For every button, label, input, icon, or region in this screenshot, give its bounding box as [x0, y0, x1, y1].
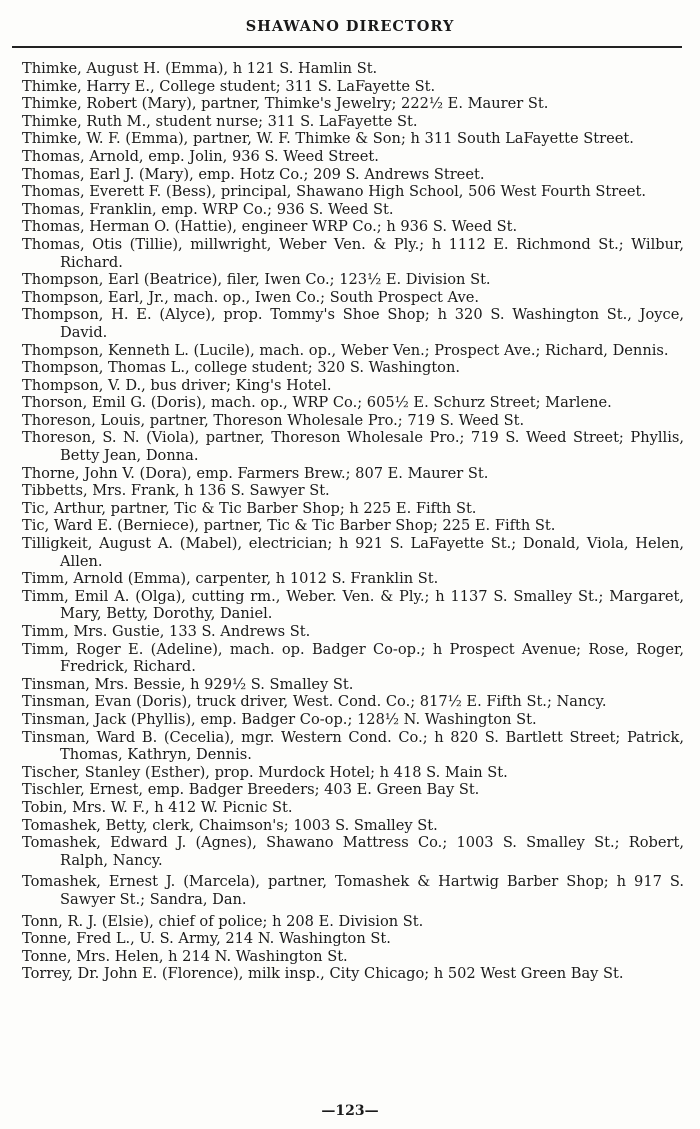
directory-entry: Torrey, Dr. John E. (Florence), milk insp., City Chicago; h 502 West Green Bay St.	[22, 965, 624, 983]
directory-entry: Thompson, Earl, Jr., mach. op., Iwen Co.; South Prospect Ave.	[22, 288, 480, 306]
directory-entry: Thomas, Arnold, emp. Jolin, 936 S. Weed Street.	[22, 147, 379, 165]
directory-entry: Thoreson, S. N. (Viola), partner, Thoreson Wholesale Pro.; 719 S. Weed Street; Phyllis, Betty Jean, Donna.	[22, 429, 684, 465]
directory-entry: Thimke, August H. (Emma), h 121 S. Hamlin St.	[22, 60, 378, 77]
directory-entry: Thomas, Herman O. (Hattie), engineer WRP Co.; h 936 S. Weed St.	[22, 218, 518, 236]
directory-entry: Thomas, Earl J. (Mary), emp. Hotz Co.; 209 S. Andrews Street.	[22, 165, 485, 183]
directory-entry: Thorson, Emil G. (Doris), mach. op., WRP Co.; 605½ E. Schurz Street; Marlene.	[22, 394, 612, 412]
directory-entry: Tinsman, Jack (Phyllis), emp. Badger Co-op.; 128½ N. Washington St.	[22, 710, 537, 728]
page-number: —123—	[321, 1103, 379, 1119]
directory-entry: Tischler, Ernest, emp. Badger Breeders; 403 E. Green Bay St.	[22, 781, 480, 799]
directory-entry: Tic, Ward E. (Berniece), partner, Tic & Tic Barber Shop; 225 E. Fifth St.	[22, 517, 556, 535]
directory-entry: Tonne, Fred L., U. S. Army, 214 N. Washington St.	[22, 930, 391, 948]
directory-entry: Thomas, Franklin, emp. WRP Co.; 936 S. Weed St.	[22, 200, 394, 218]
directory-entry: Tischer, Stanley (Esther), prop. Murdock Hotel; h 418 S. Main St.	[22, 763, 508, 781]
directory-entry: Tonn, R. J. (Elsie), chief of police; h 208 E. Division St.	[22, 912, 424, 930]
directory-entry: Thimke, Ruth M., student nurse; 311 S. LaFayette St.	[22, 112, 418, 130]
directory-entry: Tomashek, Ernest J. (Marcela), partner, Tomashek & Hartwig Barber Shop; h 917 S. Sawyer St.; Sandra, Dan.	[22, 873, 684, 908]
directory-entry: Thompson, V. D., bus driver; King's Hotel.	[22, 376, 332, 394]
directory-entry: Tinsman, Mrs. Bessie, h 929½ S. Smalley St.	[22, 675, 354, 693]
directory-entry: Tilligkeit, August A. (Mabel), electrician; h 921 S. LaFayette St.; Donald, Viola, Helen, Allen.	[22, 535, 684, 570]
directory-entry: Thimke, Robert (Mary), partner, Thimke's Jewelry; 222½ E. Maurer St.	[22, 95, 549, 113]
directory-entry: Timm, Roger E. (Adeline), mach. op. Badger Co-op.; h Prospect Avenue; Rose, Roger, Fredrick, Richard.	[22, 640, 684, 676]
directory-entry: Tomashek, Betty, clerk, Chaimson's; 1003 S. Smalley St.	[22, 816, 438, 834]
page-header: SHAWANO DIRECTORY	[245, 18, 455, 35]
directory-entry: Timm, Emil A. (Olga), cutting rm., Weber. Ven. & Ply.; h 1137 S. Smalley St.; Margaret, Mary, Betty, Dorothy, Daniel.	[22, 587, 684, 623]
directory-entry: Tic, Arthur, partner, Tic & Tic Barber Shop; h 225 E. Fifth St.	[22, 499, 477, 517]
directory-entry: Tonne, Mrs. Helen, h 214 N. Washington St.	[22, 947, 348, 965]
directory-entry: Thorne, John V. (Dora), emp. Farmers Brew.; 807 E. Maurer St.	[22, 464, 489, 482]
directory-entry: Thompson, H. E. (Alyce), prop. Tommy's Shoe Shop; h 320 S. Washington St., Joyce, David.	[22, 306, 684, 341]
directory-entry: Thimke, W. F. (Emma), partner, W. F. Thimke & Son; h 311 South LaFayette Street.	[22, 130, 634, 148]
directory-entry: Tinsman, Evan (Doris), truck driver, West. Cond. Co.; 817½ E. Fifth St.; Nancy.	[22, 693, 607, 711]
directory-entry: Thompson, Earl (Beatrice), filer, Iwen Co.; 123½ E. Division St.	[22, 271, 491, 289]
directory-entry: Thoreson, Louis, partner, Thoreson Wholesale Pro.; 719 S. Weed St.	[22, 411, 525, 429]
directory-entry: Thompson, Kenneth L. (Lucile), mach. op., Weber Ven.; Prospect Ave.; Richard, Dennis.	[22, 341, 669, 359]
directory-entry: Thompson, Thomas L., college student; 320 S. Washington.	[22, 359, 461, 377]
directory-entry: Tobin, Mrs. W. F., h 412 W. Picnic St.	[22, 798, 293, 816]
directory-entry: Timm, Mrs. Gustie, 133 S. Andrews St.	[22, 623, 311, 640]
directory-entry: Tibbetts, Mrs. Frank, h 136 S. Sawyer St.	[22, 482, 330, 500]
directory-entry: Tomashek, Edward J. (Agnes), Shawano Mattress Co.; 1003 S. Smalley St.; Robert, Ralph, Nancy.	[22, 834, 684, 869]
directory-entry: Thomas, Everett F. (Bess), principal, Shawano High School, 506 West Fourth Street.	[22, 183, 647, 201]
directory-entry: Timm, Arnold (Emma), carpenter, h 1012 S. Franklin St.	[22, 570, 439, 588]
header-rule	[12, 46, 682, 48]
directory-entry: Thimke, Harry E., College student; 311 S. LaFayette St.	[22, 77, 436, 95]
directory-entry: Tinsman, Ward B. (Cecelia), mgr. Western Cond. Co.; h 820 S. Bartlett Street; Patrick, Thomas, Kathryn, Dennis.	[22, 728, 684, 764]
directory-entries	[22, 60, 684, 983]
directory-entry: Thomas, Otis (Tillie), millwright, Weber Ven. & Ply.; h 1112 E. Richmond St.; Wilbur, Richard.	[22, 235, 684, 271]
